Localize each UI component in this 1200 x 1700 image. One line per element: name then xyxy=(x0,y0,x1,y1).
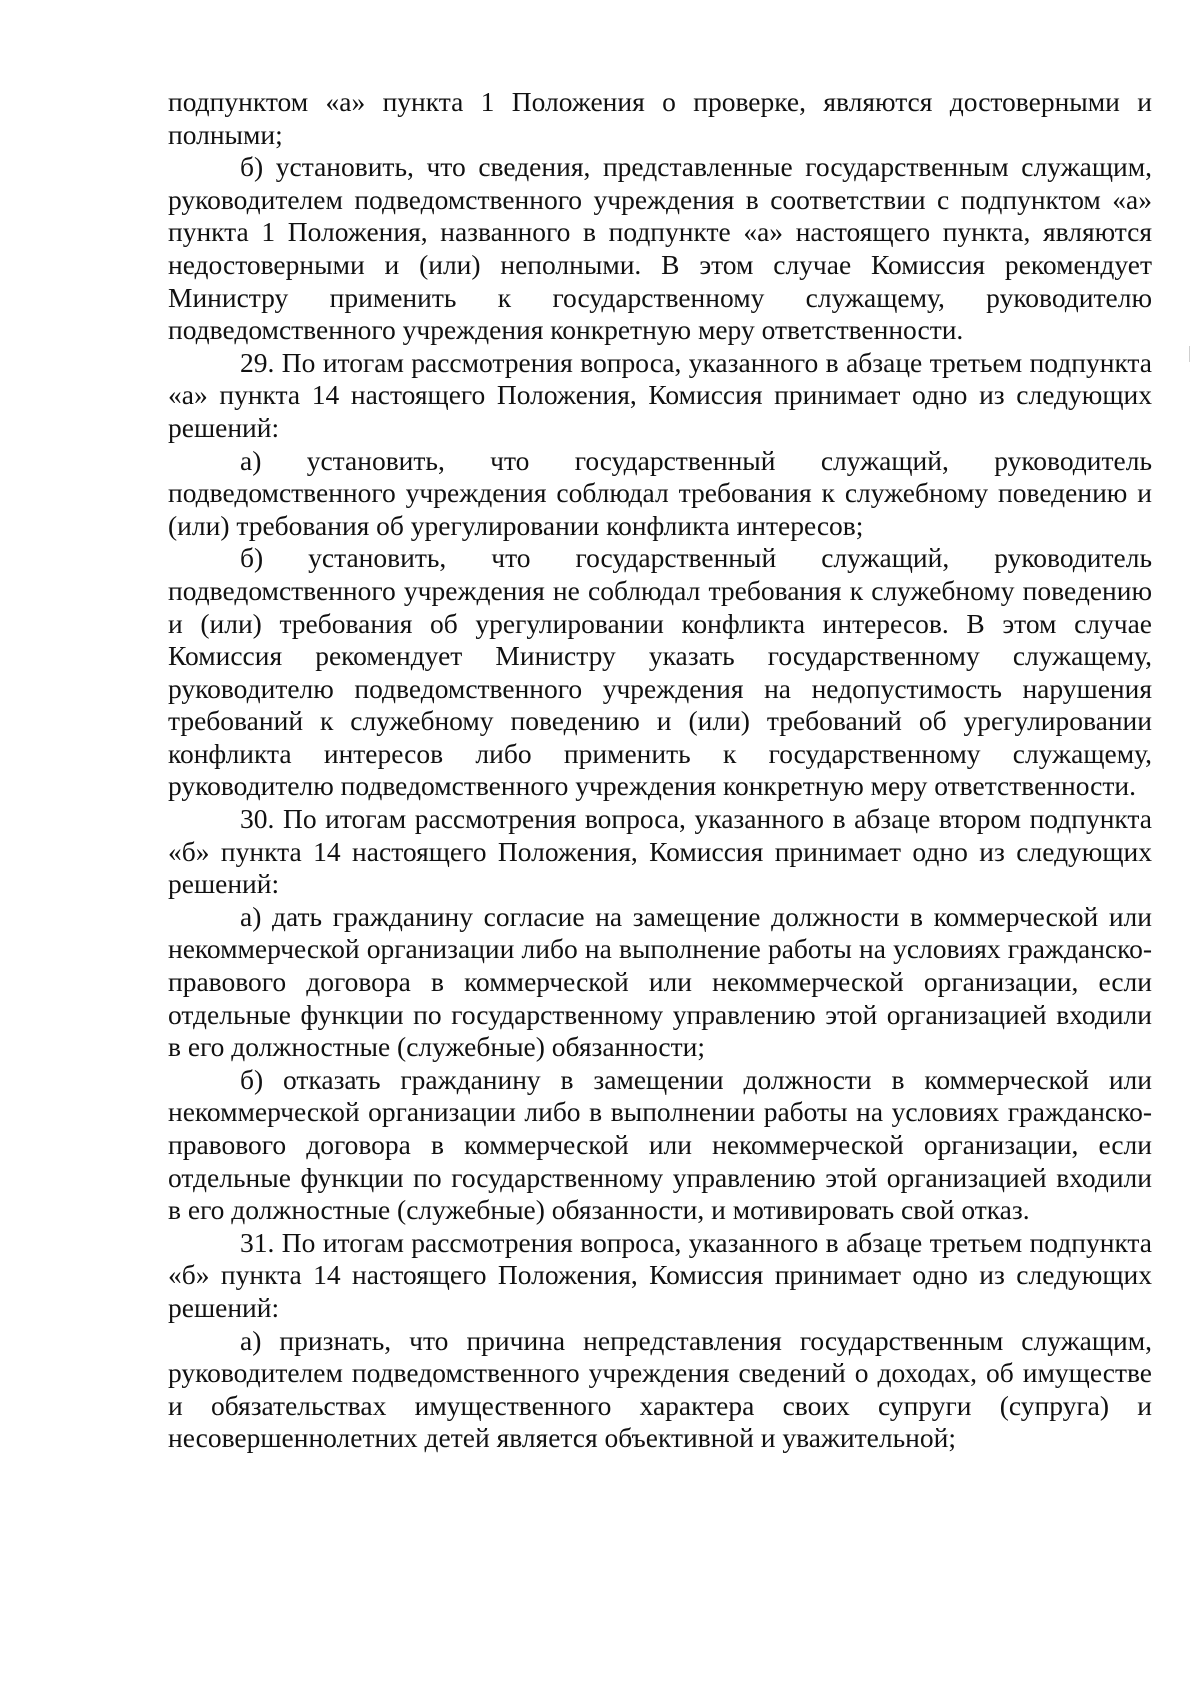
paragraph-31: 31. По итогам рассмотрения вопроса, указанного в абзаце третьем подпункта «б» пункта 14 настоящего Положения, Комиссия принимает одно из следующих решений: xyxy=(168,1226,1152,1323)
document-page xyxy=(168,86,1152,1455)
paragraph-29b: б) установить, что государственный служащий, руководитель подведомственного учреждения не соблюдал требования к служебному поведению и (или) требования об урегулировании конфликта интересов. В этом случае Комиссия рекомендует Министру указать государственному служащему, руководителю подведомственного учреждения на недопустимость нарушения требований к служебному поведению и (или) требований об урегулировании конфликта интересов либо применить к государственному служащему, руководителю подведомственного учреждения конкретную меру ответственности. xyxy=(168,542,1152,802)
paragraph-28b: б) установить, что сведения, представленные государственным служащим, руководителем подведомственного учреждения в соответствии с подпунктом «а» пункта 1 Положения, названного в подпункте «а» настоящего пункта, являются недостоверными и (или) неполными. В этом случае Комиссия рекомендует Министру применить к государственному служащему, руководителю подведомственного учреждения конкретную меру ответственности. xyxy=(168,151,1152,346)
paragraph-31a: а) признать, что причина непредставления государственным служащим, руководителем подведомственного учреждения сведений о доходах, об имуществе и обязательствах имущественного характера своих супруги (супруга) и несовершеннолетних детей является объективной и уважительной; xyxy=(168,1324,1152,1454)
paragraph-30b: б) отказать гражданину в замещении должности в коммерческой или некоммерческой организации либо в выполнении работы на условиях гражданско-правового договора в коммерческой или некоммерческой организации, если отдельные функции по государственному управлению этой организацией входили в его должностные (служебные) обязанности, и мотивировать свой отказ. xyxy=(168,1063,1152,1226)
paragraph-continuation: подпунктом «а» пункта 1 Положения о проверке, являются достоверными и полными; xyxy=(168,86,1152,150)
scan-artifact-mark xyxy=(1189,346,1190,362)
paragraph-29: 29. По итогам рассмотрения вопроса, указанного в абзаце третьем подпункта «а» пункта 14 настоящего Положения, Комиссия принимает одно из следующих решений: xyxy=(168,346,1152,443)
paragraph-30a: а) дать гражданину согласие на замещение должности в коммерческой или некоммерческой организации либо на выполнение работы на условиях гражданско-правового договора в коммерческой или некоммерческой организации, если отдельные функции по государственному управлению этой организацией входили в его должностные (служебные) обязанности; xyxy=(168,900,1152,1063)
paragraph-29a: а) установить, что государственный служащий, руководитель подведомственного учреждения соблюдал требования к служебному поведению и (или) требования об урегулировании конфликта интересов; xyxy=(168,444,1152,541)
paragraph-30: 30. По итогам рассмотрения вопроса, указанного в абзаце втором подпункта «б» пункта 14 настоящего Положения, Комиссия принимает одно из следующих решений: xyxy=(168,803,1152,900)
